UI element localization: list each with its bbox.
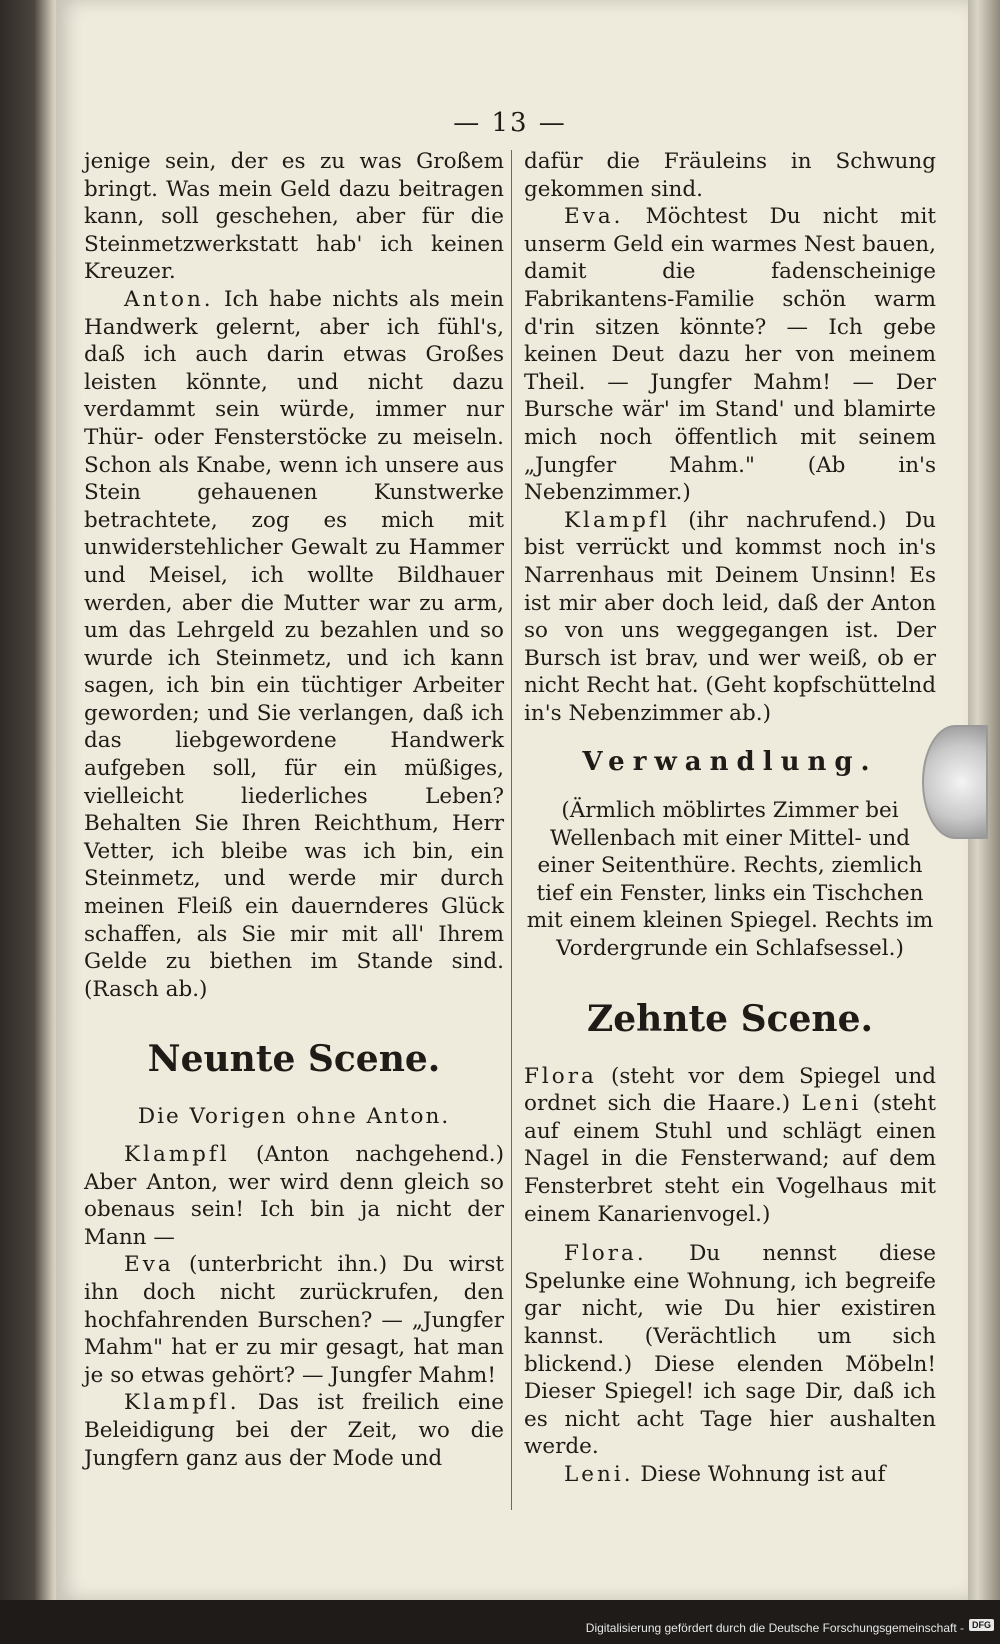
speaker-name: Flora.	[564, 1241, 647, 1267]
paragraph: jenige sein, der es zu was Großem bringt. Was mein Geld dazu beitragen kann, soll geschehen, aber für die Steinmetzwerkstatt hab' ich keinen Kreuzer.	[84, 149, 504, 285]
paragraph	[524, 1461, 936, 1489]
speaker-name: Klampfl.	[124, 1390, 240, 1416]
paragraph	[524, 1240, 936, 1461]
book-gutter	[0, 0, 62, 1600]
speech-text: (steht auf einem Stuhl und schlägt einen Nagel in die Fensterwand; auf dem Fensterbret steht ein Vogelhaus mit einem Kanarienvogel.)	[524, 1091, 936, 1227]
stage-direction: (Ärmlich möblirtes Zimmer bei Wellenbach mit einer Mittel- und einer Seitenthüre. Rechts, ziemlich tief ein Fenster, links ein Tischchen mit einem kleinen Spiegel. Rechts im Vordergrunde ein Schlafsessel.)	[526, 798, 934, 962]
speaker-name: Leni.	[564, 1461, 634, 1487]
scene-subheading: Die Vorigen ohne Anton.	[137, 1104, 451, 1130]
speaker-name: Eva	[124, 1252, 174, 1278]
speech-text: (unterbricht ihn.) Du wirst ihn doch nicht zurückrufen, den hochfahrenden Burschen? — „Jungfer Mahm" hat er zu mir gesagt, hat man je so etwas gehört? — Jungfer Mahm!	[84, 1252, 504, 1388]
paragraph	[524, 507, 936, 728]
speech-text: Möchtest Du nicht mit unserm Geld ein warmes Nest bauen, damit die fadenscheinige Fabrikantens-Familie schön warm d'rin sitzen könnte? — Ich gebe keinen Deut dazu her von meinem Theil. — Jungfer Mahm! — Der Bursche wär' im Stand' und blamirte mich noch öffentlich mit seinem „Jungfer Mahm." (Ab in's Nebenzimmer.)	[524, 204, 936, 506]
speech-text: (Anton nachgehend.) Aber Anton, wer wird denn gleich so obenaus sein! Ich bin ja nicht der Mann —	[84, 1142, 504, 1250]
paragraph	[524, 203, 936, 507]
speaker-name: Klampfl	[124, 1142, 230, 1167]
speaker-name: Flora	[524, 1063, 597, 1089]
speech-text: Das ist freilich eine Beleidigung bei der Zeit, wo die Jungfern ganz aus der Mode und	[84, 1390, 504, 1471]
paragraph: dafür die Fräuleins in Schwung gekommen sind.	[524, 149, 936, 202]
paragraph	[84, 1141, 504, 1251]
paragraph	[84, 1251, 504, 1389]
scene-heading: Zehnte Scene.	[586, 997, 874, 1040]
speaker-name: Anton.	[124, 286, 214, 312]
footer-credit: Digitalisierung gefördert durch die Deutsche Forschungsgemeinschaft -	[585, 1621, 964, 1635]
right-column	[524, 148, 936, 1489]
speaker-name: Eva.	[564, 204, 624, 230]
speaker-name: Leni	[801, 1091, 862, 1117]
left-column	[84, 148, 504, 1472]
speech-text: (steht vor dem Spiegel und ordnet sich die Haare.)	[524, 1063, 936, 1117]
speech-text: Du nennst diese Spelunke eine Wohnung, ich begreife gar nicht, wie Du hier existiren kannst. (Verächtlich um sich blickend.) Diese elenden Möbeln! Dieser Spiegel! ich sage Dir, daß ich es nicht acht Tage hier aushalten werde.	[524, 1241, 937, 1460]
column-divider	[511, 150, 512, 1510]
speech-text: Ich habe nichts als mein Handwerk gelernt, aber ich fühl's, daß ich auch darin etwas Großes leisten könnte, und nicht dazu verdammt sein würde, immer nur Thür- oder Fensterstöcke zu meiseln. Schon als Knabe, wenn ich unsere aus Stein gehauenen Kunstwerke betrachtete, zog es mich mit unwiderstehlicher Gewalt zu Hammer und Meisel, ich wollte Bildhauer werden, aber die Mutter war zu arm, um das Lehrgeld zu bezahlen und so wurde ich Steinmetz, und ich kann sagen, ich bin ein tüchtiger Arbeiter geworden; und Sie verlangen, daß ich das liebgewordene Handwerk aufgeben soll, für ein müßiges, vielleicht liederliches Leben? Behalten Sie Ihren Reichthum, Herr Vetter, ich bleibe was ich bin, ein Steinmetz, und werde mir durch meinen Fleiß ein dauernderes Glück schaffen, als Sie mir mit all' Ihrem Gelde zu biethen im Stande sind. (Rasch ab.)	[84, 286, 505, 1002]
speech-text: (ihr nachrufend.) Du bist verrückt und kommst noch in's Narrenhaus mit Deinem Unsinn! Es ist mir aber doch leid, daß der Anton so von uns weggegangen ist. Der Bursch ist brav, und wer weiß, ob er nicht Recht hat. (Geht kopfschüttelnd in's Nebenzimmer ab.)	[524, 507, 936, 726]
dfg-logo: DFG	[969, 1619, 994, 1631]
paragraph	[84, 286, 504, 1003]
speaker-name: Klampfl	[564, 507, 670, 533]
speech-text: Diese Wohnung ist auf	[640, 1461, 886, 1487]
paragraph	[524, 1063, 936, 1229]
spacer	[524, 1228, 936, 1240]
transformation-heading: Verwandlung.	[582, 747, 878, 778]
scene-heading: Neunte Scene.	[147, 1038, 441, 1081]
page-number: — 13 —	[453, 108, 567, 138]
paragraph	[84, 1389, 504, 1472]
